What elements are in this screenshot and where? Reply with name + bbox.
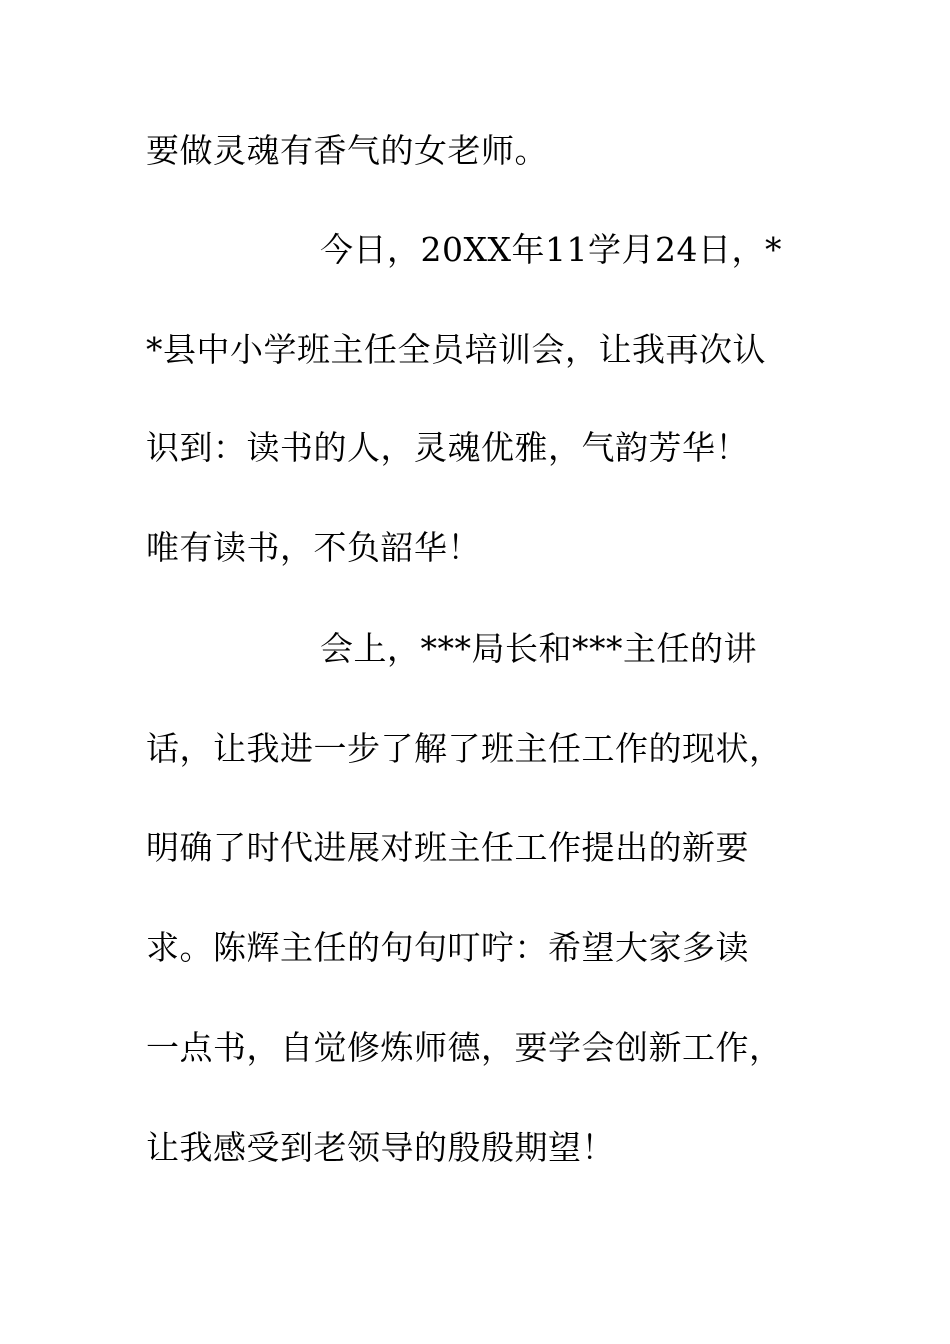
paragraph-line: 会上，***局长和***主任的讲: [320, 629, 757, 668]
paragraph-line: 一点书，自觉修炼师德，要学会创新工作，: [146, 1028, 783, 1067]
paragraph-line: *县中小学班主任全员培训会，让我再次认: [146, 330, 766, 369]
paragraph-line: 明确了时代进展对班主任工作提出的新要: [146, 828, 749, 867]
paragraph-line: 让我感受到老领导的殷殷期望！: [146, 1128, 615, 1167]
paragraph-line: 唯有读书，不负韶华！: [146, 528, 481, 567]
paragraph-line: 话，让我进一步了解了班主任工作的现状，: [146, 729, 783, 768]
paragraph-line: 要做灵魂有香气的女老师。: [146, 131, 548, 170]
paragraph-line: 识到：读书的人，灵魂优雅，气韵芳华！: [146, 428, 749, 467]
paragraph-line: 今日，20XX年11学月24日，*: [320, 230, 782, 269]
paragraph-line: 求。陈辉主任的句句叮咛：希望大家多读: [146, 928, 749, 967]
